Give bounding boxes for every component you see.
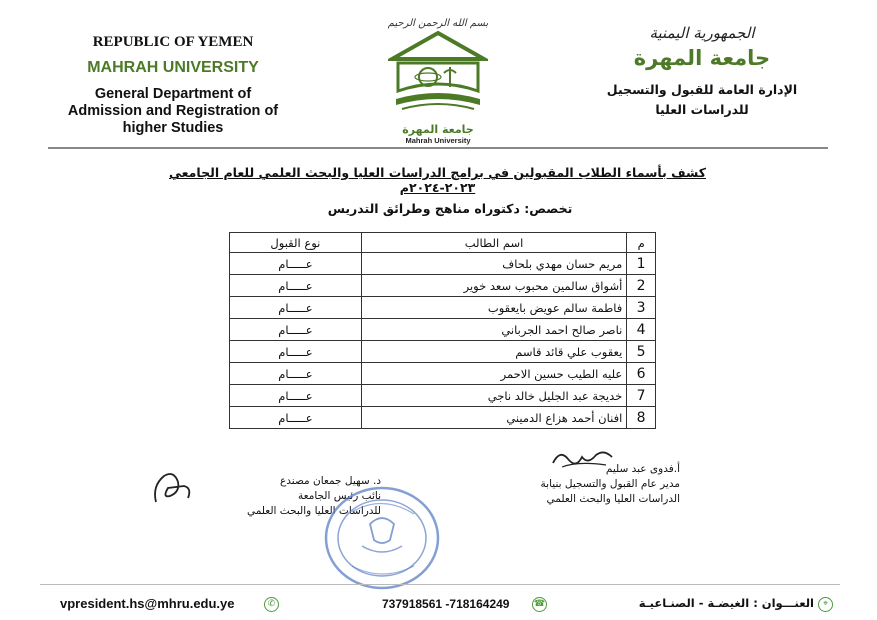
logo-name-english: Mahrah University [405,136,471,145]
signatory-right-name: أ.فدوى عبد سليم [605,463,680,475]
row-num: 6 [627,363,656,385]
table-row [230,275,656,297]
row-type: عـــــام [230,385,362,407]
footer-address: العنـــوان : الغيضـة - الصنـاعيـة [638,596,814,610]
footer-divider [40,584,840,585]
row-name: خديجة عبد الجليل خالد ناجي [361,385,627,407]
row-name: يعقوب علي قائد قاسم [361,341,627,363]
row-num: 2 [627,275,656,297]
arabic-header [587,24,817,120]
table-row [230,319,656,341]
row-name: فاطمة سالم عويض بايعقوب [361,297,627,319]
row-name: ناصر صالح احمد الجرباني [361,319,627,341]
table-row [230,341,656,363]
signatory-right-title: الدراسات العليا والبحث العلمي [546,493,680,505]
university-english: MAHRAH UNIVERSITY [87,59,259,76]
row-type: عـــــام [230,363,362,385]
row-num: 1 [627,253,656,275]
logo-name-arabic: جامعة المهرة [402,123,474,136]
whatsapp-icon: ✆ [264,597,279,612]
department-english-line: Admission and Registration of [67,103,279,119]
row-type: عـــــام [230,253,362,275]
students-table [229,232,656,429]
table-row [230,253,656,275]
logo-emblem-icon [388,29,488,119]
row-type: عـــــام [230,297,362,319]
signatory-left-title: للدراسات العليا والبحث العلمي [246,505,381,517]
official-stamp-icon [322,484,442,592]
country-arabic: الجمهورية اليمنية [649,24,755,42]
specialization: تخصص: دكتوراه مناهج وطرائق التدريس [327,201,573,216]
table-row [230,363,656,385]
table-row [230,297,656,319]
row-num: 5 [627,341,656,363]
department-english [58,86,288,137]
header-divider [48,147,828,149]
university-arabic: جامعة المهرة [633,46,771,70]
row-name: مريم حسان مهدي بلحاف [361,253,627,275]
row-type: عـــــام [230,407,362,429]
location-pin-icon: ⌖ [818,597,833,612]
country-english: REPUBLIC OF YEMEN [92,34,254,50]
department-english-line: higher Studies [122,120,224,136]
row-num: 3 [627,297,656,319]
row-num: 4 [627,319,656,341]
header-type: نوع القبول [230,233,362,253]
row-name: أشواق سالمين محبوب سعد خوير [361,275,627,297]
phone-icon: ☎ [532,597,547,612]
row-type: عـــــام [230,341,362,363]
footer-phones: 737918561 -718164249 [382,597,510,611]
signatory-right-title: مدير عام القبول والتسجيل بنيابة [540,478,680,490]
footer-email: vpresident.hs@mhru.edu.ye [60,596,235,611]
row-num: 8 [627,407,656,429]
table-row [230,407,656,429]
row-name: عليه الطيب حسين الاحمر [361,363,627,385]
row-type: عـــــام [230,275,362,297]
table-row [230,385,656,407]
basmala: بسم الله الرحمن الرحيم [387,18,489,29]
signatory-left-title: نائب رئيس الجامعة [298,490,381,502]
header-num: م [627,233,656,253]
university-logo [380,18,496,158]
english-header [58,30,288,137]
department-arabic [587,80,817,120]
row-type: عـــــام [230,319,362,341]
department-arabic-line1: الإدارة العامة للقبول والتسجيل [606,82,798,97]
department-arabic-line2: للدراسات العليا [655,102,749,117]
department-english-line: General Department of [94,86,252,102]
document-title: كشف بأسماء الطلاب المقبولين في برامج الدراسات العليا والبحث العلمي للعام الجامعي ٢٠٢٣-٢٠٢٤م [168,165,706,195]
row-name: افنان أحمد هزاع الدميني [361,407,627,429]
row-num: 7 [627,385,656,407]
signature-right [520,462,680,507]
table-header-row [230,233,656,253]
header-name: اسم الطالب [361,233,627,253]
signatory-left-name: د. سهيل جمعان مصندع [280,475,381,487]
